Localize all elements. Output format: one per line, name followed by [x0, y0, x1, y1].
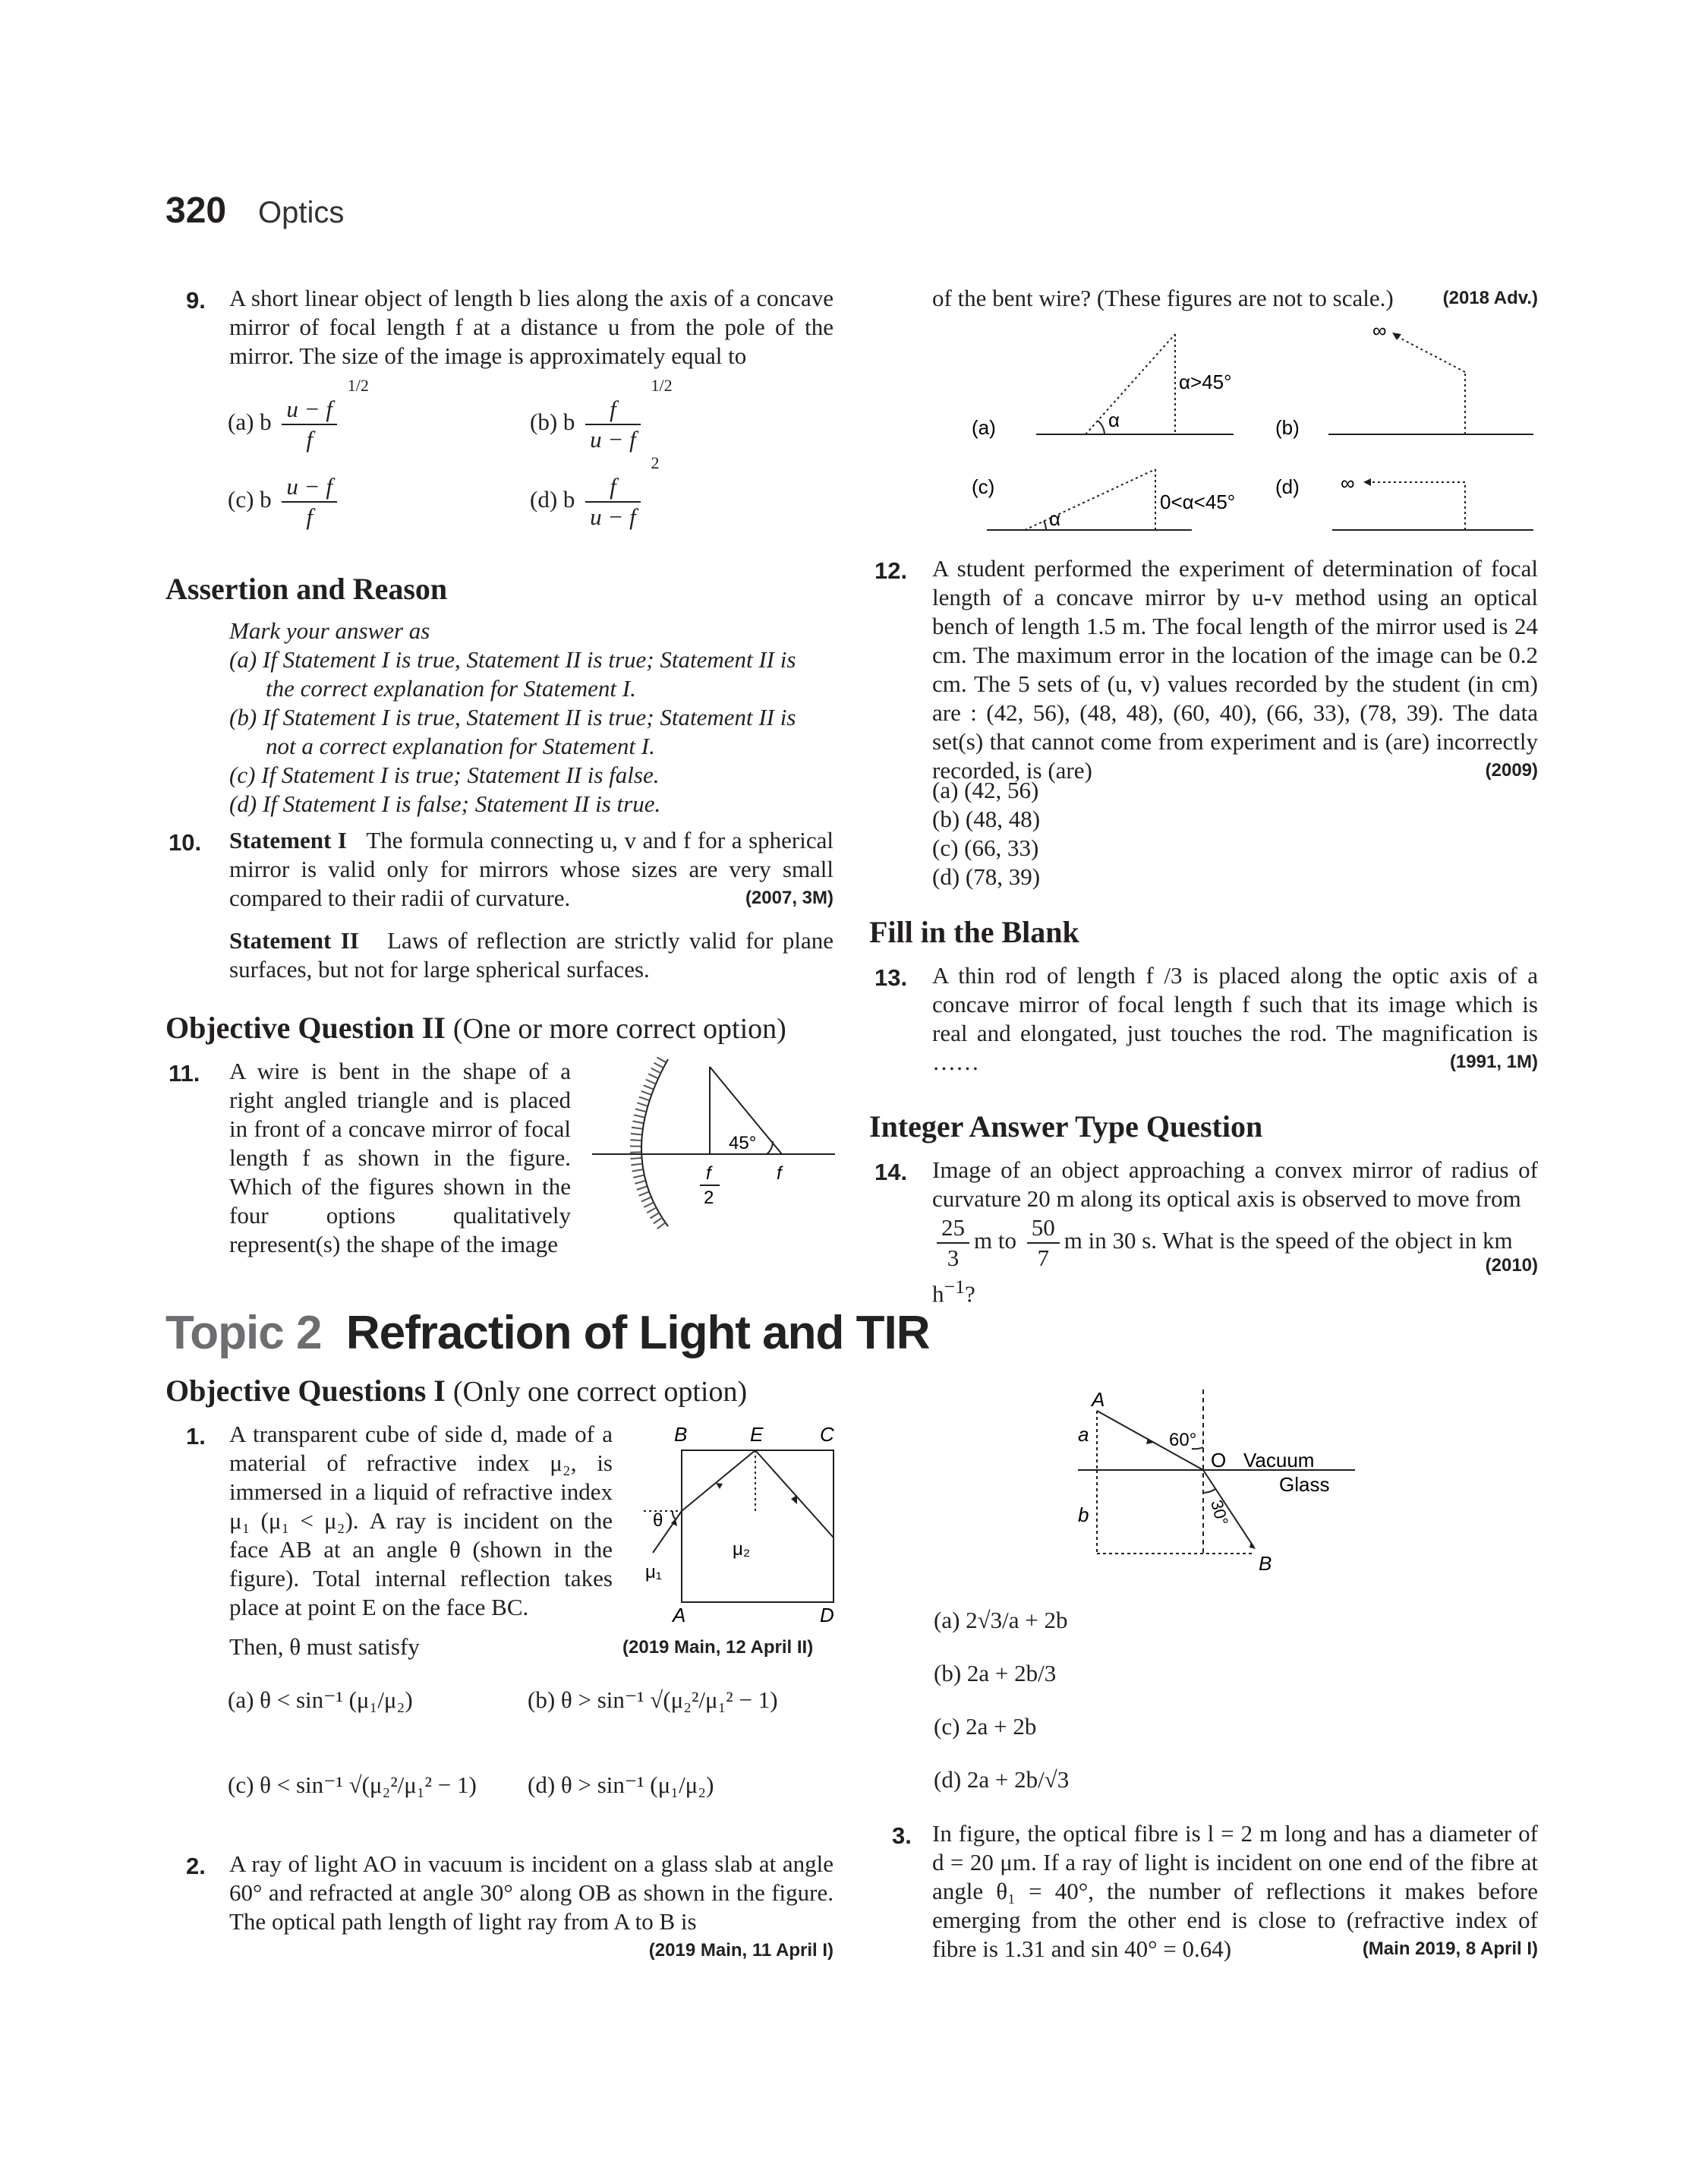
q12-option-b[interactable]: (b) (48, 48)	[932, 806, 1041, 832]
q9-option-d[interactable]: (d) b $\frac{f}{u - f}$ $^2$	[530, 453, 660, 530]
q13-number: 13.	[874, 964, 908, 991]
t2-q2-text: A ray of light AO in vacuum is incident on a glass slab at angle 60° and refracted at angle 30° along OB as shown in the figure. The optical path length of light ray from A to B is (2019 Main, 11 April I)	[229, 1850, 834, 1961]
t2-q1-option-b[interactable]: (b) θ > sin⁻¹ √(μ₂²/μ₁² − 1)	[528, 1686, 778, 1713]
label-C: C	[820, 1423, 834, 1446]
q9-option-b[interactable]: (b) b $\frac{f}{u - f}$ $^{1/2}$	[530, 375, 673, 453]
q11-number: 11.	[169, 1060, 200, 1087]
option-a-label: (a)	[972, 416, 996, 439]
label-vacuum: Vacuum	[1243, 1449, 1315, 1472]
t2-q1-tag: (2019 Main, 12 April II)	[622, 1637, 814, 1658]
q11-mirror-figure	[585, 1052, 843, 1234]
t2-q1-option-a[interactable]: (a) θ < sin⁻¹ (μ₁/μ₂)	[228, 1686, 413, 1713]
label-30: 30°	[1207, 1497, 1232, 1528]
label-mu2: μ₂	[733, 1539, 751, 1560]
t2-q1-option-d[interactable]: (d) θ > sin⁻¹ (μ₁/μ₂)	[528, 1771, 714, 1798]
label-a: a	[1078, 1423, 1089, 1446]
q9-number: 9.	[186, 287, 206, 314]
q14-text-continued: $\frac{25}{3}$ m to $\frac{50}{7}$ m in 30 s. What is the speed of the object in km $h^{-1}$? (2010)	[932, 1214, 1538, 1308]
option-a-angle: α>45°	[1179, 371, 1232, 393]
q14-number: 14.	[874, 1159, 908, 1185]
t2-q1-number: 1.	[186, 1423, 206, 1450]
cube-square	[682, 1450, 834, 1602]
t2-q1-option-c[interactable]: (c) θ < sin⁻¹ √(μ₂²/μ₁² − 1)	[228, 1771, 477, 1798]
q10-statement-2: Statement II Laws of reflection are strictly valid for plane surfaces, but not for large spherical surfaces.	[229, 927, 834, 983]
t2-q2-option-a[interactable]: (a) 2√3/a + 2b	[934, 1607, 1068, 1633]
option-a-alpha: α	[1108, 409, 1120, 431]
assertion-option-c: (c) If Statement I is true; Statement II is false.	[229, 762, 660, 788]
t2-q3-number: 3.	[892, 1822, 912, 1849]
q12-number: 12.	[874, 557, 908, 584]
assertion-option-a: (a) If Statement I is true, Statement II is true; Statement II is	[229, 646, 796, 673]
assertion-option-b-cont: not a correct explanation for Statement I.	[266, 733, 655, 759]
t2-q2-option-d[interactable]: (d) 2a + 2b/√3	[934, 1766, 1070, 1793]
q12-option-a[interactable]: (a) (42, 56)	[932, 777, 1039, 803]
q11-text: A wire is bent in the shape of a right angled triangle and is placed in front of a concave mirror of focal length f as shown in the figure. Which of the figures shown in the four options qualitatively represent(s) the shape of the image	[229, 1058, 571, 1257]
q9-text: A short linear object of length b lies along the axis of a concave mirror of focal length f at a distance u from the pole of the mirror. The size of the image is approximately equal to	[229, 285, 834, 369]
label-glass: Glass	[1279, 1473, 1330, 1496]
q13-text: A thin rod of length f /3 is placed along the optic axis of a concave mirror of focal length f such that its image which is real and elongated, just touches the rod. The magnification is …… (1991, 1M)	[932, 962, 1538, 1075]
topic-2-heading: Topic 2 Refraction of Light and TIR	[165, 1307, 930, 1359]
t2-q1-then: Then, θ must satisfy	[229, 1633, 420, 1660]
t2-q1-cube-figure	[630, 1420, 850, 1625]
option-d-label: (d)	[1275, 475, 1300, 498]
t2-q3-text: In figure, the optical fibre is l = 2 m long and has a diameter of d = 20 μm. If a ray of light is incident on one end of the fibre at angle θ₁ = 40°, the number of reflections it makes before emerging from the other end is close to (refractive index of fibre is 1.31 and sin 40° = 0.64) (Main 2019, 8 April I)	[932, 1820, 1538, 1962]
t2-q1-text: A transparent cube of side d, made of a material of refractive index μ₂, is immersed in a liquid of refractive index μ₁ (μ₁ < μ₂). A ray is incident on the face AB at an angle θ (shown in the figure). Total internal reflection takes place at point E on the face BC.	[229, 1421, 613, 1620]
label-60: 60°	[1169, 1430, 1197, 1450]
label-mu1: μ₁	[645, 1562, 662, 1582]
q9-option-a[interactable]: (a) b $\frac{u - f}{f}$ $^{1/2}$	[228, 375, 369, 453]
f-label: f	[777, 1163, 782, 1184]
option-d-infinity: ∞	[1341, 472, 1355, 494]
label-B: B	[1259, 1552, 1272, 1575]
assertion-option-a-cont: the correct explanation for Statement I.	[266, 675, 636, 702]
t2-q2-option-c[interactable]: (c) 2a + 2b	[934, 1713, 1037, 1740]
q9-option-c[interactable]: (c) b $\frac{u - f}{f}$	[228, 472, 342, 532]
option-c-label: (c)	[972, 475, 995, 498]
f-half-denominator: 2	[704, 1188, 714, 1208]
assertion-option-d: (d) If Statement I is false; Statement II is true.	[229, 790, 661, 817]
t2-q2-number: 2.	[186, 1853, 206, 1879]
fill-blank-heading: Fill in the Blank	[869, 915, 1079, 949]
f-half-numerator: f	[706, 1163, 711, 1184]
label-D: D	[820, 1604, 834, 1625]
assertion-heading: Assertion and Reason	[165, 572, 448, 606]
integer-heading: Integer Answer Type Question	[869, 1109, 1263, 1144]
label-A: A	[1092, 1388, 1105, 1411]
label-B: B	[674, 1423, 688, 1446]
q14-text: Image of an object approaching a convex mirror of radius of curvature 20 m along its optical axis is observed to move from	[932, 1156, 1538, 1212]
label-b: b	[1078, 1503, 1089, 1526]
chapter-title: Optics	[258, 196, 345, 229]
t2-q2-option-b[interactable]: (b) 2a + 2b/3	[934, 1660, 1057, 1686]
option-c-alpha: α	[1049, 507, 1061, 530]
q11-options-figure	[956, 319, 1549, 539]
q12-text: A student performed the experiment of determination of focal length of a concave mirror by u-v method using an optical bench of length 1.5 m. The focal length of the mirror used is 24 cm. The maximum error in the location of the image can be 0.2 cm. The 5 sets of (u, v) values recorded by the student (in cm) are : (42, 56), (48, 48), (60, 40), (66, 33), (78, 39). The data set(s) that cannot come from experiment and is (are) incorrectly recorded, is (are) (2009)	[932, 555, 1538, 784]
option-c-angle: 0<α<45°	[1160, 491, 1236, 513]
concave-mirror	[641, 1059, 668, 1226]
option-b-infinity: ∞	[1372, 319, 1387, 342]
option-b-label: (b)	[1275, 416, 1300, 439]
q12-option-c[interactable]: (c) (66, 33)	[932, 834, 1039, 861]
angle-45-label: 45°	[729, 1133, 757, 1153]
label-O: O	[1211, 1449, 1227, 1472]
q12-option-d[interactable]: (d) (78, 39)	[932, 863, 1041, 890]
label-E: E	[750, 1423, 764, 1446]
q11-text-continued: of the bent wire? (These figures are not to scale.) (2018 Adv.)	[932, 285, 1538, 311]
label-theta: θ	[653, 1510, 663, 1531]
assertion-option-b: (b) If Statement I is true, Statement II is true; Statement II is	[229, 704, 796, 730]
label-A: A	[673, 1604, 686, 1625]
assertion-intro: Mark your answer as	[229, 617, 430, 644]
page-number: 320	[165, 191, 227, 231]
objective-2-heading: Objective Question II (One or more correct option)	[165, 1011, 786, 1045]
objective-1-heading: Objective Questions I (Only one correct option)	[165, 1374, 748, 1408]
q10-statement-1: Statement I The formula connecting u, v and f for a spherical mirror is valid only for mirrors whose sizes are very small compared to their radii of curvature. (2007, 3M)	[229, 827, 834, 911]
q10-number: 10.	[169, 829, 202, 856]
t2-q2-slab-figure	[1055, 1388, 1374, 1578]
